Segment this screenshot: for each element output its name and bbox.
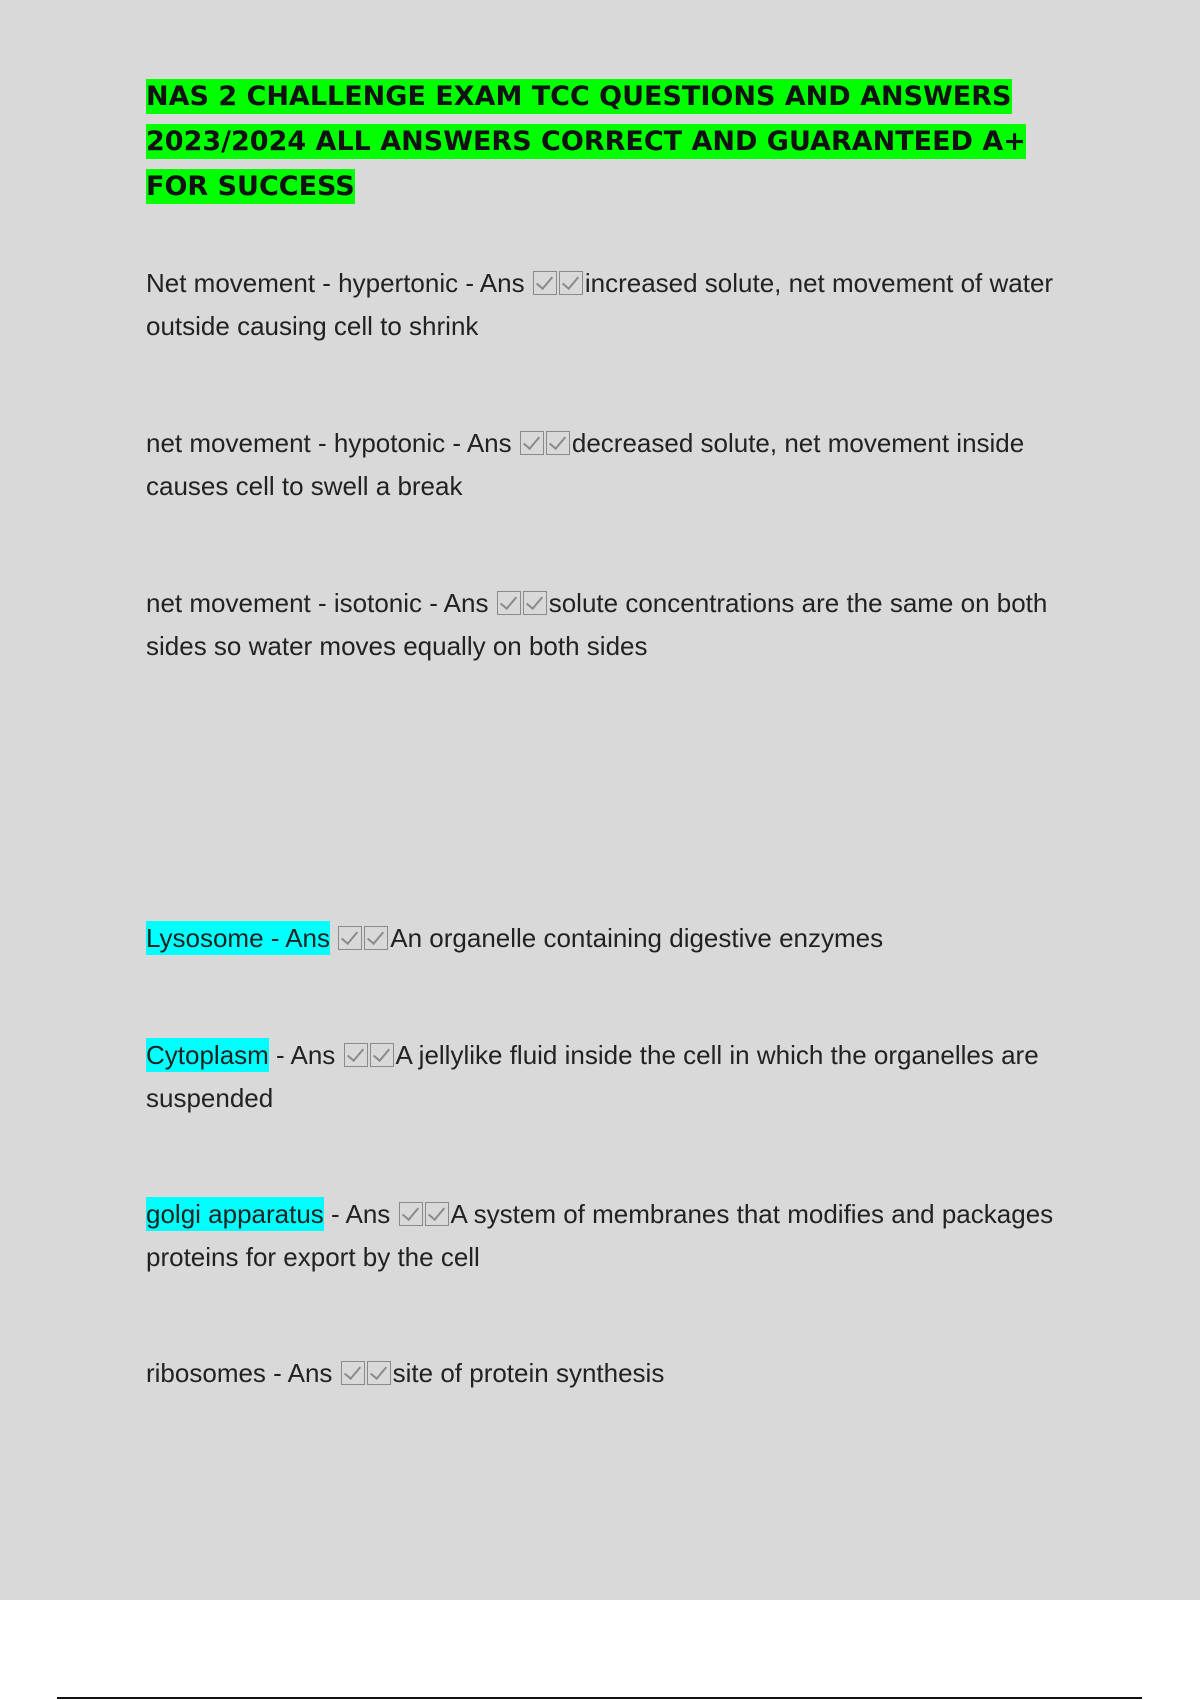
entry-answer: increased solute, net movement of water outside causing cell to shrink xyxy=(146,268,1054,341)
entry-term: net movement - hypotonic xyxy=(146,428,446,458)
answer-marker xyxy=(398,1193,450,1236)
entry-term: Net movement - hypertonic xyxy=(146,268,459,298)
answer-marker xyxy=(337,917,389,960)
qa-entry-hypotonic xyxy=(146,422,1096,508)
checked-box-icon xyxy=(425,1202,449,1226)
answer-marker xyxy=(532,262,584,305)
footer-divider xyxy=(57,1697,1142,1699)
checked-box-icon xyxy=(367,1361,391,1385)
answer-marker xyxy=(340,1352,392,1395)
entry-term: ribosomes xyxy=(146,1358,266,1388)
title-block xyxy=(146,74,1096,209)
qa-entry-hypertonic xyxy=(146,262,1096,348)
checked-box-icon xyxy=(341,1361,365,1385)
entry-separator: - Ans xyxy=(458,268,532,298)
answer-marker xyxy=(343,1034,395,1077)
entry-answer: solute concentrations are the same on both sides so water moves equally on both sides xyxy=(146,588,1048,661)
checked-box-icon xyxy=(559,271,583,295)
entry-separator: - Ans xyxy=(265,1358,340,1388)
checked-box-icon xyxy=(546,431,570,455)
answer-marker xyxy=(519,422,571,465)
document-title xyxy=(146,74,1096,209)
entry-term: Lysosome - Ans xyxy=(146,923,331,953)
entry-separator xyxy=(330,923,337,953)
qa-entry-cytoplasm xyxy=(146,1034,1096,1120)
checked-box-icon xyxy=(370,1043,394,1067)
entry-answer: A system of membranes that modifies and packages proteins for export by the cell xyxy=(146,1199,1054,1272)
entry-separator: - Ans xyxy=(323,1199,398,1229)
checked-box-icon xyxy=(364,926,388,950)
title-highlight: NAS 2 CHALLENGE EXAM TCC QUESTIONS AND ANSWERS 2023/2024 ALL ANSWERS CORRECT AND GUARANTEED A+ FOR SUCCESS xyxy=(146,81,1026,202)
checked-box-icon xyxy=(497,591,521,615)
checked-box-icon xyxy=(520,431,544,455)
checked-box-icon xyxy=(338,926,362,950)
entry-separator: - Ans xyxy=(445,428,519,458)
entry-term: net movement - isotonic xyxy=(146,588,423,618)
entry-term: golgi apparatus xyxy=(146,1199,324,1229)
checked-box-icon xyxy=(523,591,547,615)
answer-marker xyxy=(496,582,548,625)
entry-separator: - Ans xyxy=(422,588,496,618)
entry-answer: An organelle containing digestive enzymes xyxy=(390,923,884,953)
qa-entry-golgi-apparatus xyxy=(146,1193,1096,1279)
qa-entry-lysosome xyxy=(146,917,1096,960)
qa-entry-ribosomes xyxy=(146,1352,1096,1395)
entry-answer: site of protein synthesis xyxy=(392,1358,665,1388)
entry-answer: A jellylike fluid inside the cell in which the organelles are suspended xyxy=(146,1040,1039,1113)
entry-term: Cytoplasm xyxy=(146,1040,269,1070)
entry-separator: - Ans xyxy=(268,1040,343,1070)
checked-box-icon xyxy=(399,1202,423,1226)
entry-answer: decreased solute, net movement inside causes cell to swell a break xyxy=(146,428,1025,501)
checked-box-icon xyxy=(344,1043,368,1067)
qa-entry-isotonic xyxy=(146,582,1096,668)
checked-box-icon xyxy=(533,271,557,295)
